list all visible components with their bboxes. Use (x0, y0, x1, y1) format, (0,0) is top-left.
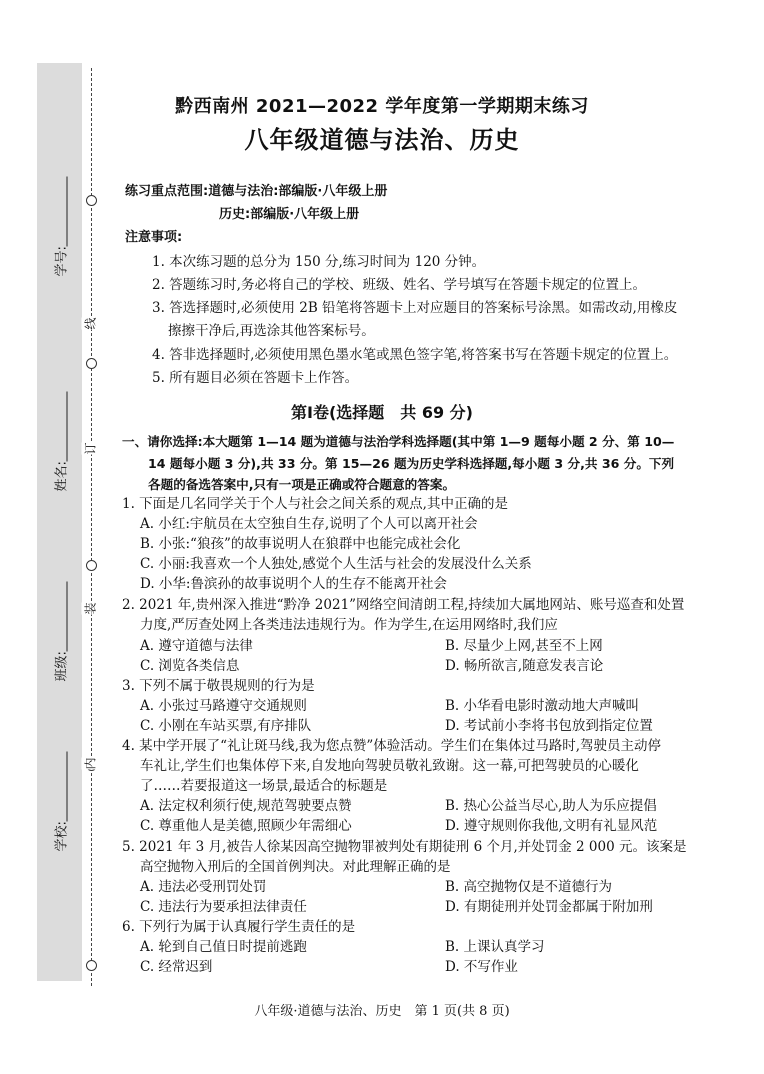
note-item: 擦擦干净后,再选涂其他答案标号。 (168, 323, 375, 339)
question-stem: 力度,严厉查处网上各类违法违规行为。作为学生,在运用网络时,我们应 (140, 617, 558, 633)
question-stem: 4. 某中学开展了“礼让斑马线,我为您点赞”体验活动。学生们在集体过马路时,驾驶员主动停 (122, 738, 662, 754)
note-item: 3. 答选择题时,必须使用 2B 铅笔将答题卡上对应题目的答案标号涂黑。如需改动,用橡皮 (152, 300, 678, 316)
cut-mark: 订 (83, 442, 98, 455)
option: D. 不写作业 (445, 959, 518, 975)
option: C. 经常迟到 (140, 959, 213, 975)
intro-line: 一、请你选择:本大题第 1—14 题为道德与法治学科选择题(其中第 1—9 题每小题 2 分、第 10— (122, 434, 675, 449)
option: C. 浏览各类信息 (140, 658, 240, 674)
name-field[interactable] (51, 461, 70, 492)
option: D. 畅所欲言,随意发表言论 (445, 658, 604, 674)
option: B. 上课认真学习 (445, 939, 545, 955)
page-footer: 八年级·道德与法治、历史 第 1 页(共 8 页) (254, 1004, 510, 1019)
intro-line: 各题的备选答案中,只有一项是正确或符合题意的答案。 (148, 477, 456, 492)
binding-hole (86, 560, 97, 571)
cut-mark: 线 (83, 317, 98, 330)
option: D. 考试前小李将书包放到指定位置 (445, 718, 653, 734)
note-item: 5. 所有题目必须在答题卡上作答。 (152, 370, 359, 386)
question-stem: 高空抛物入刑后的全国首例判决。对此理解正确的是 (140, 859, 451, 875)
note-item: 4. 答非选择题时,必须使用黑色墨水笔或黑色签字笔,将答案书写在答题卡规定的位置上。 (152, 347, 678, 363)
option: A. 遵守道德与法律 (140, 638, 253, 654)
intro-line: 14 题每小题 3 分),共 33 分。第 15—26 题为历史学科选择题,每小题 3 分,共 36 分。下列 (148, 456, 675, 471)
exam-subject: 八年级道德与法治、历史 (244, 126, 520, 154)
option: D. 有期徒刑并处罚金都属于附加刑 (445, 899, 653, 915)
notes-heading: 注意事项: (125, 230, 183, 245)
option: D. 小华:鲁滨孙的故事说明个人的生存不能离开社会 (140, 576, 447, 592)
school-label: 学校: (54, 821, 70, 852)
class-field[interactable] (51, 651, 70, 682)
name-label: 姓名: (54, 461, 70, 492)
option: B. 热心公益当尽心,助人为乐应提倡 (445, 798, 657, 814)
school-field[interactable] (51, 821, 70, 852)
option: C. 小丽:我喜欢一个人独处,感觉个人生活与社会的发展没什么关系 (140, 556, 532, 572)
option: A. 法定权利须行使,规范驾驶要点赞 (140, 798, 352, 814)
question-stem: 2. 2021 年,贵州深入推进“黔净 2021”网络空间清朗工程,持续加大属地网站、账号巡查和处置 (122, 597, 685, 613)
section-title: 第Ⅰ卷(选择题 共 69 分) (291, 403, 473, 422)
exam-title: 黔西南州 2021—2022 学年度第一学期期末练习 (175, 96, 589, 117)
student-no-label: 学号: (54, 246, 70, 277)
cut-mark: 内 (83, 757, 98, 770)
binding-hole (86, 960, 97, 971)
student-no-field[interactable] (51, 246, 70, 277)
option: A. 小张过马路遵守交通规则 (140, 698, 307, 714)
option: B. 小张:“狼孩”的故事说明人在狼群中也能完成社会化 (140, 536, 461, 552)
option: A. 小红:宇航员在太空独自生存,说明了个人可以离开社会 (140, 516, 478, 532)
cut-mark: 装 (83, 602, 98, 615)
option: C. 违法行为要承担法律责任 (140, 899, 307, 915)
option: B. 尽量少上网,甚至不上网 (445, 638, 603, 654)
option: C. 尊重他人是美德,照顾少年需细心 (140, 818, 352, 834)
scope-line-2: 历史:部编版·八年级上册 (219, 207, 360, 222)
option: D. 遵守规则你我他,文明有礼显风范 (445, 818, 658, 834)
scope-line-1: 练习重点范围:道德与法治:部编版·八年级上册 (125, 184, 388, 199)
question-stem: 了……若要报道这一场景,最适合的标题是 (140, 778, 388, 794)
note-item: 2. 答题练习时,务必将自己的学校、班级、姓名、学号填写在答题卡规定的位置上。 (152, 277, 646, 293)
question-stem: 1. 下面是几名同学关于个人与社会之间关系的观点,其中正确的是 (122, 496, 508, 512)
class-label: 班级: (54, 651, 70, 682)
note-item: 1. 本次练习题的总分为 150 分,练习时间为 120 分钟。 (152, 254, 486, 270)
binding-hole (86, 358, 97, 369)
option: C. 小刚在车站买票,有序排队 (140, 718, 312, 734)
option: A. 违法必受刑罚处罚 (140, 879, 267, 895)
option: A. 轮到自己值日时提前逃跑 (140, 939, 307, 955)
question-stem: 6. 下列行为属于认真履行学生责任的是 (122, 919, 356, 935)
binding-hole (86, 195, 97, 206)
option: B. 高空抛物仅是不道德行为 (445, 879, 613, 895)
option: B. 小华看电影时激动地大声喊叫 (445, 698, 640, 714)
question-stem: 3. 下列不属于敬畏规则的行为是 (122, 678, 315, 694)
question-stem: 5. 2021 年 3 月,被告人徐某因高空抛物罪被判处有期徒刑 6 个月,并处罚金 2 000 元。该案是 (122, 839, 687, 855)
question-stem: 车礼让,学生们也集体停下来,自发地向驾驶员敬礼致谢。这一幕,可把驾驶员的心暖化 (140, 758, 639, 774)
